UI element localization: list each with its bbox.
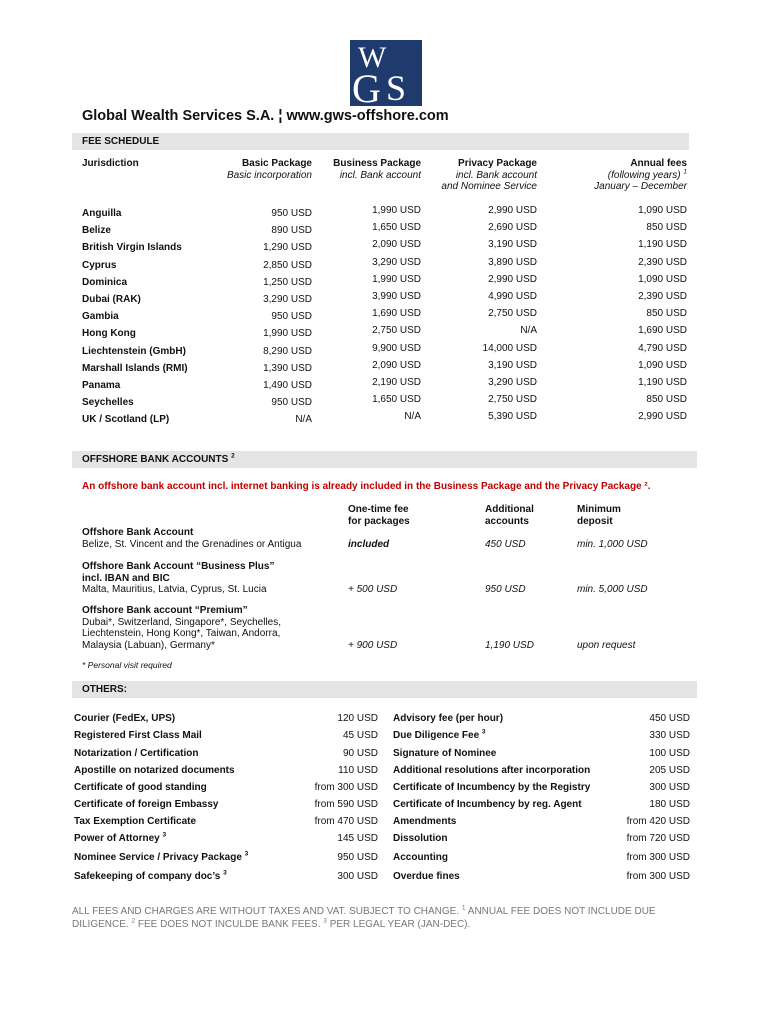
left-fee-value: 120 USD (337, 713, 378, 724)
jurisdiction-name: Gambia (82, 311, 119, 323)
privacy-price: 2,990 USD (488, 273, 537, 285)
basic-price: 890 USD (271, 225, 312, 237)
bank-minimum: min. 5,000 USD (577, 584, 648, 595)
basic-price: N/A (295, 414, 312, 426)
business-price: 2,190 USD (372, 377, 421, 388)
page-title: Global Wealth Services S.A. ¦ www.gws-offshore.com (82, 108, 449, 124)
left-fee-value: 90 USD (342, 748, 378, 759)
bank-account-item (82, 561, 274, 596)
others-label: OTHERS: (82, 684, 127, 695)
left-fee-label: Courier (FedEx, UPS) (74, 713, 176, 724)
right-fee-label: Due Diligence Fee $^3$ (393, 728, 486, 741)
fee-schedule-label: FEE SCHEDULE (82, 136, 160, 147)
business-price: 1,690 USD (372, 308, 421, 320)
right-fee-value: from 300 USD (626, 871, 690, 882)
bank-accounts-label: OFFSHORE BANK ACCOUNTS (82, 454, 229, 465)
left-fee-value: from 470 USD (314, 816, 378, 827)
basic-price: 1,390 USD (263, 362, 312, 374)
annual-price: 2,390 USD (638, 291, 687, 302)
col-privacy-header: Privacy Package incl. Bank account and Nominee Service (441, 158, 537, 192)
annual-price: 1,090 USD (638, 359, 687, 371)
privacy-price: 2,990 USD (488, 205, 537, 216)
business-price: 2,090 USD (372, 359, 421, 371)
left-fee-label: Power of Attorney $^3$ (74, 831, 167, 844)
right-fee-label: Certificate of Incumbency by the Registry (393, 782, 591, 793)
col-minimum-header: Minimum deposit (577, 504, 621, 527)
right-fee-label: Certificate of Incumbency by reg. Agent (393, 799, 582, 810)
business-price: 1,990 USD (372, 273, 421, 285)
business-price: 1,990 USD (372, 205, 421, 216)
jurisdiction-name: Cyprus (82, 259, 117, 271)
left-fee-label: Apostille on notarized documents (74, 765, 235, 776)
col-additional-header: Additional accounts (485, 504, 534, 527)
business-price: 3,990 USD (372, 291, 421, 302)
left-fee-label: Tax Exemption Certificate (74, 816, 197, 827)
privacy-price: 3,890 USD (488, 256, 537, 268)
company-logo (350, 40, 422, 106)
privacy-price: 2,690 USD (488, 222, 537, 234)
svg-text:S: S (386, 68, 407, 106)
bank-account-name: Offshore Bank account “Premium” (82, 605, 248, 616)
basic-price: 950 USD (271, 311, 312, 323)
fee-schedule-bar (72, 133, 689, 150)
annual-price: 1,190 USD (638, 239, 687, 251)
left-fee-label: Registered First Class Mail (74, 730, 202, 741)
left-fee-value: 300 USD (337, 871, 378, 882)
right-fee-label: Dissolution (393, 833, 448, 844)
right-fee-value: 450 USD (649, 713, 690, 724)
left-fee-value: from 590 USD (314, 799, 378, 810)
right-fee-value: 180 USD (649, 799, 690, 810)
col-basic-header: Basic Package Basic incorporation (226, 158, 312, 181)
right-fee-value: from 300 USD (626, 852, 690, 863)
bank-account-countries: Belize, St. Vincent and the Grenadines or Antigua (82, 538, 302, 550)
bank-account-item (82, 605, 281, 651)
right-fee-label: Accounting (393, 852, 448, 863)
annual-price: 850 USD (646, 222, 687, 234)
jurisdiction-name: Seychelles (82, 397, 134, 409)
bank-fee: + 500 USD (348, 584, 398, 595)
bank-accounts-bar: OFFSHORE BANK ACCOUNTS $^2$ (72, 451, 697, 468)
left-fee-value: 145 USD (337, 833, 378, 844)
annual-price: 1,090 USD (638, 273, 687, 285)
svg-text:G: G (352, 66, 381, 106)
left-fee-label: Nominee Service / Privacy Package $^3$ (74, 850, 249, 863)
right-fee-value: from 420 USD (626, 816, 690, 827)
bank-minimum: min. 1,000 USD (577, 538, 648, 550)
privacy-price: 3,190 USD (488, 239, 537, 251)
right-fee-label: Additional resolutions after incorporation (393, 765, 591, 776)
privacy-price: 3,190 USD (488, 359, 537, 371)
privacy-price: 4,990 USD (488, 291, 537, 302)
jurisdiction-name: Anguilla (82, 208, 122, 219)
jurisdiction-name: UK / Scotland (LP) (82, 414, 170, 426)
right-fee-label: Overdue fines (393, 871, 460, 882)
col-business-header: Business Package incl. Bank account (333, 158, 421, 181)
business-price: 9,900 USD (372, 342, 421, 354)
bank-fee: included (348, 538, 390, 550)
annual-price: 1,090 USD (638, 205, 687, 216)
basic-price: 8,290 USD (263, 345, 312, 357)
basic-price: 3,290 USD (263, 294, 312, 305)
bank-additional: 450 USD (485, 538, 526, 550)
jurisdiction-name: Dubai (RAK) (82, 294, 141, 305)
annual-price: 2,390 USD (638, 256, 687, 268)
business-price: 2,750 USD (372, 325, 421, 337)
left-fee-value: 45 USD (342, 730, 378, 741)
annual-price: 850 USD (646, 394, 687, 406)
bank-minimum: upon request (577, 639, 636, 651)
right-fee-label: Signature of Nominee (393, 748, 497, 759)
business-price: 1,650 USD (372, 394, 421, 406)
others-bar (72, 681, 697, 698)
privacy-price: 14,000 USD (482, 342, 537, 354)
svg-text:W: W (358, 41, 387, 74)
left-fee-label: Certificate of good standing (74, 782, 207, 793)
annual-price: 4,790 USD (638, 342, 687, 354)
jurisdiction-name: Dominica (82, 276, 128, 288)
footer-note: ALL FEES AND CHARGES ARE WITHOUT TAXES AND VAT. SUBJECT TO CHANGE. $^1$ ANNUAL FEE DOES NOT INCLUDE DUE DILIGENCE. $^2$ FEE DOES NOT INCULDE BANK FEES. $^3$ PER LEGAL YEAR (JAN-DEC). (72, 904, 656, 930)
business-price: 3,290 USD (372, 256, 421, 268)
right-fee-value: 330 USD (649, 730, 690, 741)
bank-account-countries: Liechtenstein, Hong Kong*, Taiwan, Andorra, (82, 628, 281, 639)
left-fee-label: Notarization / Certification (74, 748, 199, 759)
left-fee-label: Safekeeping of company doc’s $^3$ (74, 869, 227, 882)
basic-price: 2,850 USD (263, 259, 312, 271)
annual-price: 1,190 USD (638, 377, 687, 388)
jurisdiction-name: Liechtenstein (GmbH) (82, 345, 186, 357)
annual-price: 850 USD (646, 308, 687, 320)
privacy-price: 3,290 USD (488, 377, 537, 388)
privacy-price: N/A (520, 325, 537, 337)
right-fee-value: 300 USD (649, 782, 690, 793)
right-fee-label: Advisory fee (per hour) (393, 713, 504, 724)
business-price: 1,650 USD (372, 222, 421, 234)
col-fee-header: One-time fee for packages (348, 504, 410, 527)
right-fee-label: Amendments (393, 816, 457, 827)
bank-account-name: incl. IBAN and BIC (82, 572, 170, 584)
basic-price: 950 USD (271, 397, 312, 409)
jurisdiction-name: British Virgin Islands (82, 242, 182, 254)
bank-account-name: Offshore Bank Account “Business Plus” (82, 561, 275, 572)
basic-price: 1,250 USD (263, 276, 312, 288)
basic-price: 950 USD (271, 208, 312, 219)
annual-price: 1,690 USD (638, 325, 687, 337)
annual-price: 2,990 USD (638, 411, 687, 423)
jurisdiction-name: Belize (82, 225, 111, 237)
bank-footnote: * Personal visit required (82, 660, 172, 670)
bank-additional: 1,190 USD (485, 639, 534, 651)
business-price: N/A (404, 411, 421, 423)
jurisdiction-name: Panama (82, 380, 121, 391)
privacy-price: 2,750 USD (488, 308, 537, 320)
left-fee-value: from 300 USD (314, 782, 378, 793)
basic-price: 1,490 USD (263, 380, 312, 391)
privacy-price: 5,390 USD (488, 411, 537, 423)
bank-notice: An offshore bank account incl. internet banking is already included in the Business Package and the Privacy Package ². (82, 481, 651, 492)
left-fee-label: Certificate of foreign Embassy (74, 799, 219, 810)
col-annual-header: Annual fees (following years) $^1$ January – December (594, 158, 687, 192)
bank-fee: + 900 USD (348, 639, 398, 651)
business-price: 2,090 USD (372, 239, 421, 251)
col-jurisdiction-header: Jurisdiction (82, 158, 139, 169)
right-fee-value: 100 USD (649, 748, 690, 759)
left-fee-value: 950 USD (337, 852, 378, 863)
right-fee-value: from 720 USD (626, 833, 690, 844)
bank-account-item (82, 527, 301, 550)
privacy-price: 2,750 USD (488, 394, 537, 406)
right-fee-value: 205 USD (649, 765, 690, 776)
basic-price: 1,290 USD (263, 242, 312, 254)
left-fee-value: 110 USD (338, 765, 378, 776)
bank-account-countries: Malaysia (Labuan), Germany* (82, 639, 215, 651)
bank-account-name: Offshore Bank Account (82, 527, 194, 538)
basic-price: 1,990 USD (263, 328, 312, 340)
bank-account-countries: Dubai*, Switzerland, Singapore*, Seychelles, (82, 616, 281, 628)
bank-account-countries: Malta, Mauritius, Latvia, Cyprus, St. Lucia (82, 584, 267, 595)
jurisdiction-name: Hong Kong (82, 328, 136, 340)
jurisdiction-name: Marshall Islands (RMI) (82, 362, 188, 374)
bank-additional: 950 USD (485, 584, 526, 595)
